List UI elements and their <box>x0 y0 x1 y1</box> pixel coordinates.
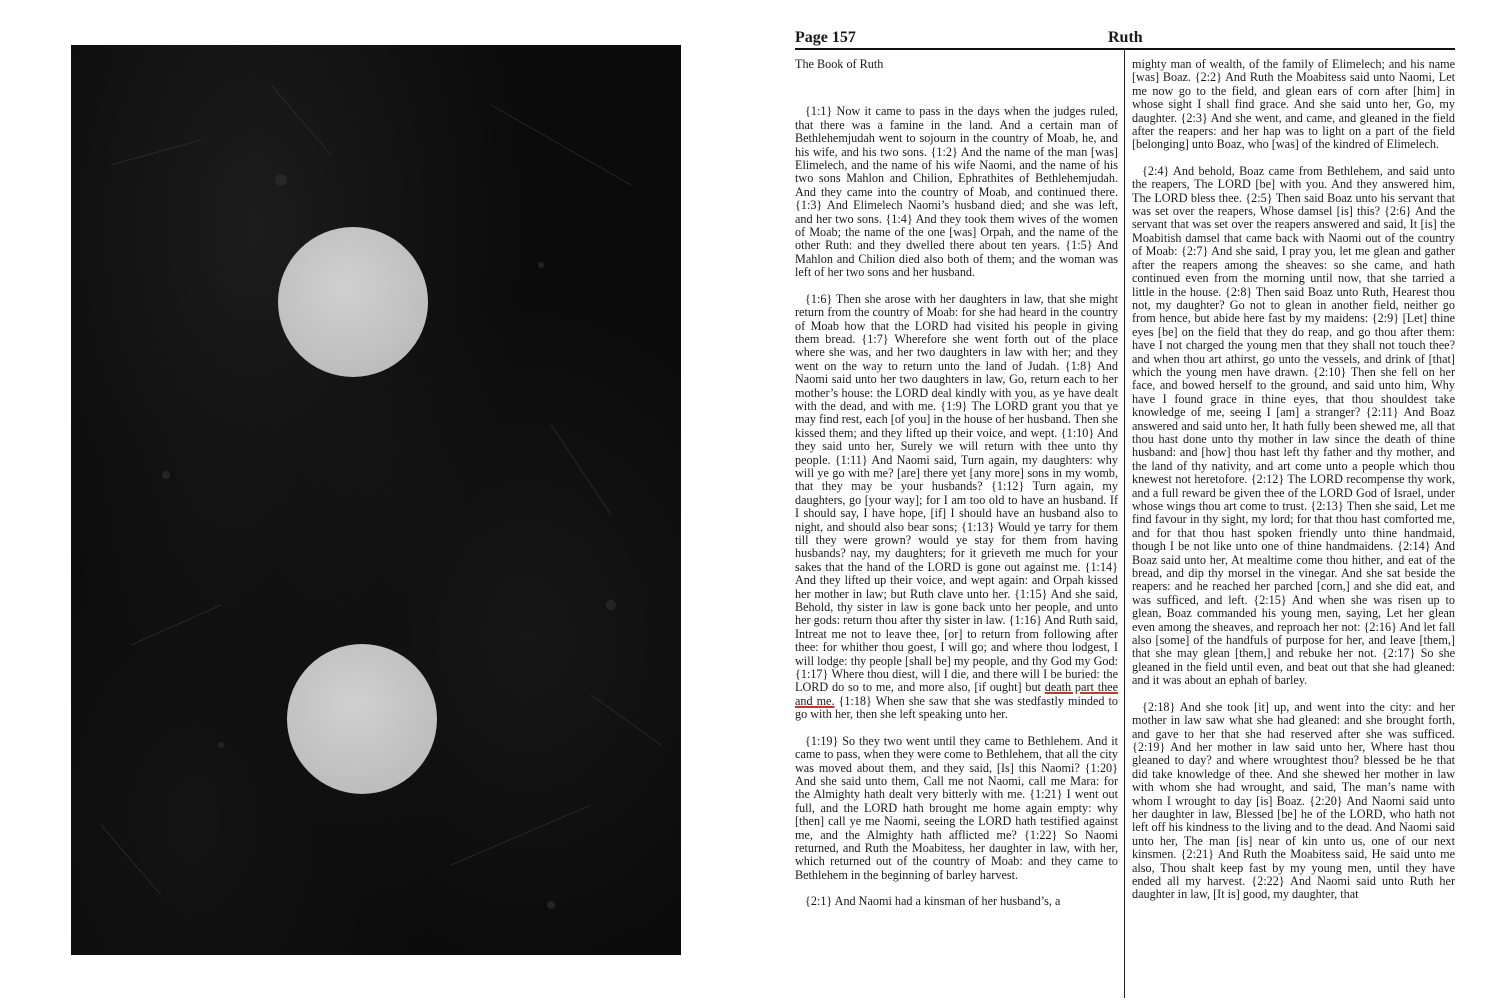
paragraph: mighty man of wealth, of the family of Elimelech; and his name [was] Boaz. {2:2} And Ruth the Moabitess said unto Naomi, Let me now go to the field, and glean ears of corn after [him] in whose sight I shall find grace. And she said unto her, Go, my daughter. {2:3} And she went, and came, and gleaned in the field after the reapers: and her hap was to light on a part of the field [belonging] unto Boaz, who [was] of the kindred of Elimelech. <box>1132 58 1455 152</box>
paragraph: {2:4} And behold, Boaz came from Bethlehem, and said unto the reapers, The LORD [be] with you. And they answered him, The LORD bless thee. {2:5} Then said Boaz unto his servant that was set over the reapers, Whose damsel [is] this? {2:6} And the servant that was set over the reapers answered and said, It [is] the Moabitish damsel that came back with Naomi out of the country of Moab: {2:7} And she said, I pray you, let me glean and gather after the reapers among the sheaves: so she came, and hath continued even from the morning until now, that she tarried a little in the house. {2:8} Then said Boaz unto Ruth, Hearest thou not, my daughter? Go not to glean in another field, neither go from hence, but abide here fast by my maidens: {2:9} [Let] thine eyes [be] on the field that they do reap, and go thou after them: have I not charged the young men that they shall not touch thee? and when thou art athirst, go unto the vessels, and drink of [that] which the young men have drawn. {2:10} Then she fell on her face, and bowed herself to the ground, and said unto him, Why have I found grace in thine eyes, that thou shouldest take knowledge of me, seeing I [am] a stranger? {2:11} And Boaz answered and said unto her, It hath fully been shewed me, all that thou hast done unto thy mother in law since the death of thine husband: and [how] thou hast left thy father and thy mother, and the land of thy nativity, and art come unto a people which thou knewest not heretofore. {2:12} The LORD recompense thy work, and a full reward be given thee of the LORD God of Israel, under whose wings thou art come to trust. {2:13} Then she said, Let me find favour in thy sight, my lord; for that thou hast comforted me, and for that thou hast spoken friendly unto thine handmaid, though I be not like unto one of thine handmaidens. {2:14} And Boaz said unto her, At mealtime come thou hither, and eat of the bread, and dip thy morsel in the vinegar. And she sat beside the reapers: and he reached her parched [corn,] and she did eat, and was sufficed, and left. {2:15} And when she was risen up to glean, Boaz commanded his young men, saying, Let her glean even among the sheaves, and reproach her not: {2:16} And let fall also [some] of the handfuls of purpose for her, and leave [them,] that she may glean [them,] and rebuke her not. {2:17} So she gleaned in the field until even, and beat out that she had gleaned: and it was about an ephah of barley. <box>1132 163 1455 688</box>
paragraph: {1:19} So they two went until they came to Bethlehem. And it came to pass, when they were come to Bethlehem, that all the city was moved about them, and they said, [Is] this Naomi? {1:20} And she said unto them, Call me not Naomi, call me Mara: for the Almighty hath dealt very bitterly with me. {1:21} I went out full, and the LORD hath brought me home again empty: why [then] call ye me Naomi, seeing the LORD hath testified against me, and the Almighty hath afflicted me? {1:22} So Naomi returned, and Ruth the Moabitess, her daughter in law, with her, which returned out of the country of Moab: and they came to Bethlehem in the beginning of barley harvest. <box>795 733 1118 882</box>
paragraph <box>795 293 1118 722</box>
underlined-phrase: death part thee and me. <box>795 680 1118 708</box>
left-column <box>795 58 1118 973</box>
upper-disc <box>278 227 428 377</box>
page-number: Page 157 <box>795 29 856 46</box>
book-title: The Book of Ruth <box>795 58 884 71</box>
paragraph: {2:18} And she took [it] up, and went into the city: and her mother in law saw what she had gleaned: and she brought forth, and gave to her that she had reserved after she was sufficed. {2:19} And her mother in law said unto her, Where hast thou gleaned to day? and where wroughtest thou? blessed be he that did take knowledge of thee. And she shewed her mother in law with whom she had wrought, and said, The man’s name with whom I wrought to day [is] Boaz. {2:20} And Naomi said unto her daughter in law, Blessed [be] he of the LORD, who hath not left off his kindness to the living and to the dead. And Naomi said unto her, The man [is] near of kin unto us, one of our next kinsmen. {2:21} And Ruth the Moabitess said, He said unto me also, Thou shalt keep fast by my young men, until they have ended all my harvest. {2:22} And Naomi said unto Ruth her daughter in law, [It is] good, my daughter, that <box>1132 699 1455 902</box>
column-divider <box>1124 48 1125 998</box>
paragraph-text: {1:18} When she saw that she was stedfastly minded to go with her, then she left speaking unto her. <box>795 693 1118 722</box>
paragraph: {1:1} Now it came to pass in the days when the judges ruled, that there was a famine in the land. And a certain man of Bethlehemjudah went to sojourn in the country of Moab, he, and his wife, and his two sons. {1:2} And the name of the man [was] Elimelech, and the name of his wife Naomi, and the name of his two sons Mahlon and Chilion, Ephrathites of Bethlehemjudah. And they came into the country of Moab, and continued there. {1:3} And Elimelech Naomi’s husband died; and she was left, and her two sons. {1:4} And they took them wives of the women of Moab; the name of the one [was] Orpah, and the name of the other Ruth: and they dwelled there about ten years. {1:5} And Mahlon and Chilion died also both of them; and the woman was left of her two sons and her husband. <box>795 104 1118 280</box>
right-column <box>1132 58 1455 973</box>
paragraph: {2:1} And Naomi had a kinsman of her husband’s, a <box>805 894 1061 909</box>
paragraph-text: {1:6} Then she arose with her daughters in law, that she might return from the country of Moab: for she had heard in the country of Moab how that the LORD had visited his people in giving them bread. {1:7} Wherefore she went forth out of the place where she was, and her two daughters in law with her; and they went on the way to return unto the land of Judah. {1:8} And Naomi said unto her two daughters in law, Go, return each to her mother’s house: the LORD deal kindly with you, as ye have dealt with the dead, and with me. {1:9} The LORD grant you that ye may find rest, each [of you] in the house of her husband. Then she kissed them; and they lifted up their voice, and wept. {1:10} And they said unto her, Surely we will return with thee unto thy people. {1:11} And Naomi said, Turn again, my daughters: why will ye go with me? [are] there yet [any more] sons in my womb, that they may be your husbands? {1:12} Turn again, my daughters, go [your way]; for I am too old to have an husband. If I should say, I have hope, [if] I should have an husband also to night, and should also bear sons; {1:13} Would ye tarry for them till they were grown? would ye stay for them from having husbands? nay, my daughters; for it grieveth me much for your sakes that the hand of the LORD is gone out against me. {1:14} And they lifted up their voice, and wept again: and Orpah kissed her mother in law; but Ruth clave unto her. {1:15} And she said, Behold, thy sister in law is gone back unto her people, and unto her gods: return thou after thy sister in law. {1:16} And Ruth said, Intreat me not to leave thee, [or] to return from following after thee: for whither thou goest, I will go; and where thou lodgest, I will lodge: thy people [shall be] my people, and thy God my God: {1:17} Where thou diest, will I die, and there will I be buried: the LORD do so to me, and more also, [if ought] but <box>795 291 1118 695</box>
text-page <box>795 28 1455 973</box>
plate-artwork <box>71 45 681 955</box>
photographic-plate <box>71 45 681 955</box>
page-header <box>795 28 1455 50</box>
book-name: Ruth <box>1108 29 1143 46</box>
lower-disc <box>287 644 437 794</box>
